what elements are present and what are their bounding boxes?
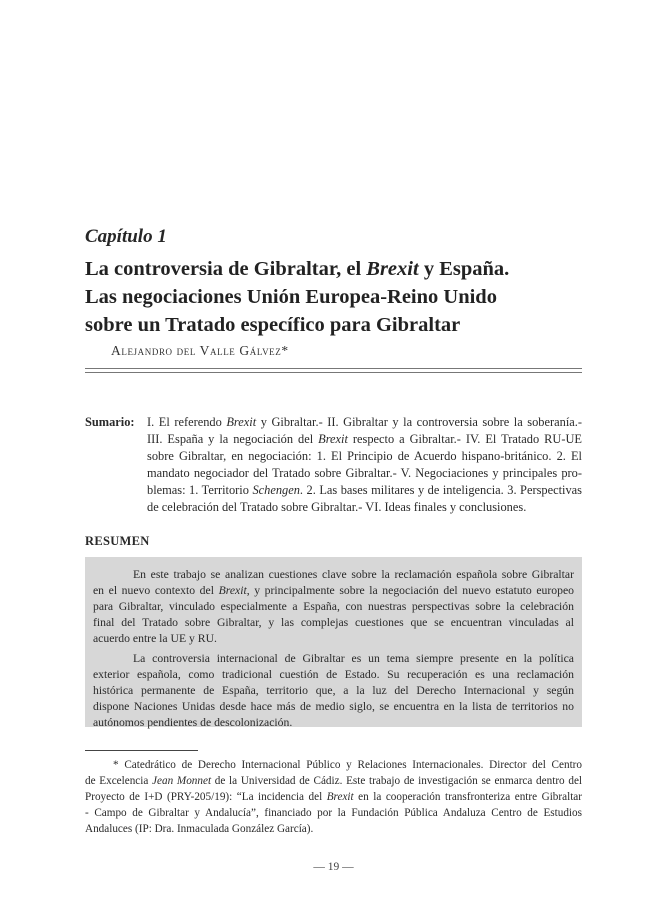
text-line (93, 599, 574, 615)
text-segment: autónomos pendientes de descolonización. (93, 716, 293, 729)
footnote-rule (85, 750, 198, 751)
chapter-title-line-3: sobre un Tratado específico para Gibraltar (85, 314, 461, 336)
text-line (85, 821, 582, 837)
summary-body (147, 414, 582, 516)
double-rule-bottom (85, 372, 582, 373)
abstract-heading: RESUMEN (85, 534, 150, 548)
text-segment: Andaluces (IP: Dra. Inmaculada González García). (85, 823, 314, 835)
italic-term: Brexit (218, 584, 247, 597)
text-line (93, 631, 574, 647)
italic-term: Brexit (226, 415, 257, 429)
text-segment: y Gibraltar.- II. Gibraltar y la controversia sobre la soberanía.- (256, 415, 582, 429)
abstract-box (85, 557, 582, 727)
text-line (85, 757, 582, 773)
text-line (93, 683, 574, 699)
chapter-label: Capítulo 1 (85, 226, 167, 247)
abstract-text (85, 567, 582, 731)
text-line (147, 465, 582, 482)
text-segment: dispone Naciones Unidas desde hace más de medio siglo, se encuentra en la lista de territorios no (93, 700, 574, 713)
text-segment: En este trabajo se analizan cuestiones clave sobre la reclamación española sobre Gibraltar (133, 568, 574, 581)
italic-term: Brexit (326, 791, 354, 803)
double-rule-top (85, 368, 582, 369)
text-line (93, 715, 574, 731)
text-segment: sobre Gibraltar, en negociación: 1. El Principio de Acuerdo hispano-británico. 2. El (147, 449, 582, 463)
text-line (147, 482, 582, 499)
book-page (85, 0, 582, 917)
text-line (93, 667, 574, 683)
text-segment: . 2. Las bases militares y de inteligencia. 3. Perspectivas (299, 483, 582, 497)
chapter-title-line-2: Las negociaciones Unión Europea-Reino Unido (85, 286, 497, 308)
text-segment: de la Universidad de Cádiz. Este trabajo de investigación se enmarca dentro del (211, 775, 583, 787)
italic-term: Brexit (318, 432, 348, 446)
text-line (85, 789, 582, 805)
text-line (147, 414, 582, 431)
text-segment: - Campo de Gibraltar y Andalucía”, financiado por la Fundación Pública Andaluza Centro de Estudios (85, 807, 582, 819)
text-line (147, 499, 582, 516)
text-line (93, 651, 574, 667)
text-segment: respecto a Gibraltar.- IV. El Tratado RU-UE (347, 432, 582, 446)
author-name: Alejandro del Valle Gálvez* (111, 343, 289, 358)
text-segment: de Excelencia (85, 775, 153, 787)
text-segment: III. España y la negociación del (147, 432, 319, 446)
text-line (93, 615, 574, 631)
text-segment: Proyecto de I+D (PRY-205/19): “La incidencia del (85, 791, 327, 803)
text-segment: acuerdo entre la UE y RU. (93, 632, 217, 645)
text-segment: mandato negociador del Tratado sobre Gibraltar.- V. Negociaciones y principales pro- (147, 466, 582, 480)
text-line (147, 431, 582, 448)
text-line (93, 567, 574, 583)
text-line (85, 805, 582, 821)
chapter-title-line-1: La controversia de Gibraltar, el Brexit y España. (85, 258, 510, 280)
text-segment: para Gibraltar, vinculado especialmente a España, con nuestras perspectivas sobre la celebración (93, 600, 574, 613)
text-segment: en la cooperación transfronteriza entre Gibraltar (353, 791, 582, 803)
abstract-paragraph-1 (93, 567, 574, 647)
text-segment: La controversia internacional de Gibraltar es un tema siempre presente en la política (133, 652, 574, 665)
text-segment: blemas: 1. Territorio (147, 483, 253, 497)
text-segment: final del Tratado sobre Gibraltar, y las complejas cuestiones que se encuentran vinculadas al (93, 616, 574, 629)
text-segment: exterior española, como tradicional cuestión de Estado. Su recuperación es una reclamación (93, 668, 574, 681)
text-line (147, 448, 582, 465)
text-segment: de celebración del Tratado sobre Gibraltar.- VI. Ideas finales y conclusiones. (147, 500, 527, 514)
italic-term: Jean Monnet (152, 775, 212, 787)
text-segment: , y principalmente sobre la negociación del nuevo estatuto europeo (246, 584, 574, 597)
footnote (85, 757, 582, 837)
text-segment: * Catedrático de Derecho Internacional Público y Relaciones Internacionales. Director del Centro (113, 759, 582, 771)
text-line (93, 699, 574, 715)
text-segment: histórica permanente de España, territorio que, a la luz del Derecho Internacional y según (93, 684, 574, 697)
text-segment: I. El referendo (147, 415, 227, 429)
text-line (93, 583, 574, 599)
chapter-title (85, 255, 582, 339)
page-number: — 19 — (313, 861, 354, 873)
text-line (85, 773, 582, 789)
text-segment: en el nuevo contexto del (93, 584, 219, 597)
italic-term: Schengen (252, 483, 300, 497)
abstract-paragraph-2 (93, 651, 574, 731)
summary-label: Sumario: (85, 415, 135, 429)
